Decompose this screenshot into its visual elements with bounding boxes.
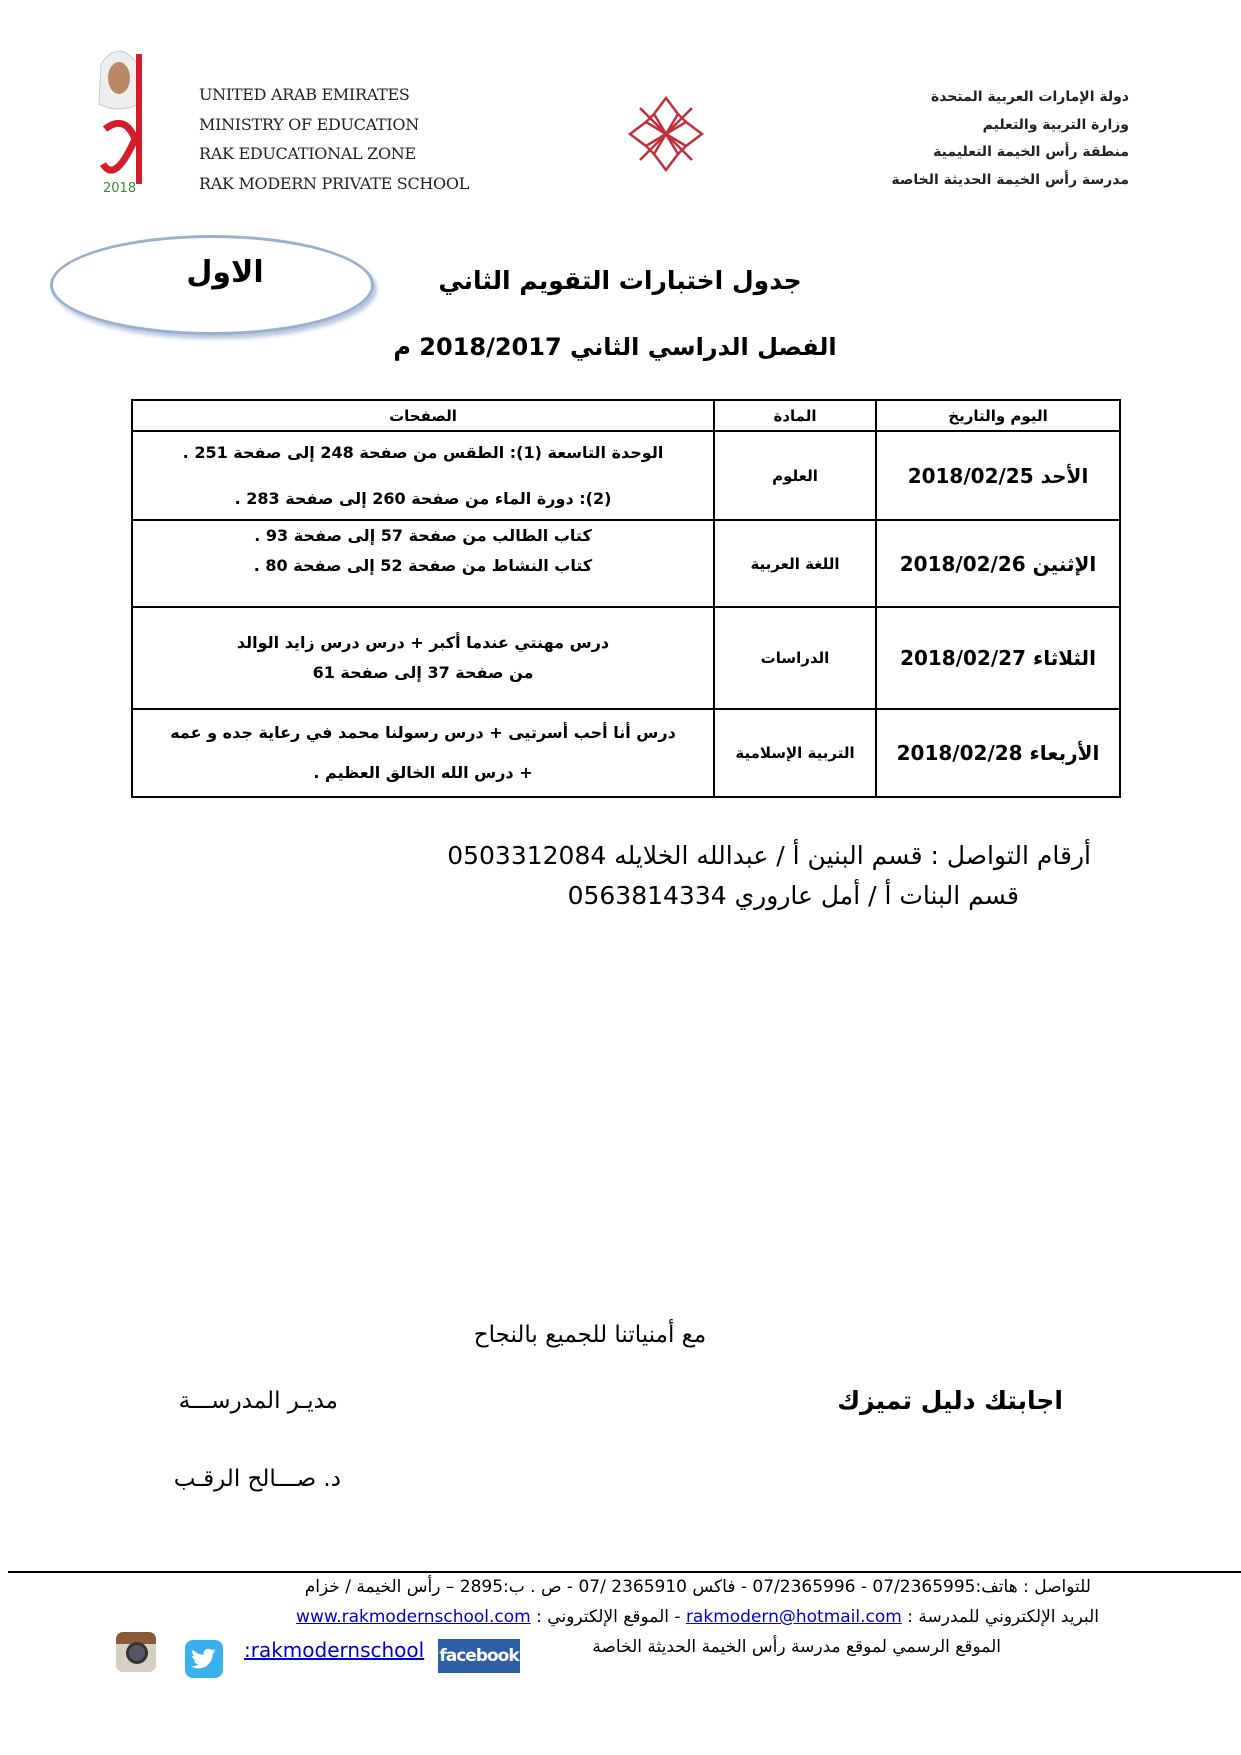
header-pages: الصفحات xyxy=(132,400,714,431)
table-row xyxy=(132,709,1120,797)
contact-numbers xyxy=(447,836,1091,916)
row-subject: الدراسات xyxy=(714,607,876,709)
arabic-header xyxy=(891,84,1129,194)
row-subject: العلوم xyxy=(714,431,876,520)
zayed-year-logo xyxy=(95,34,157,196)
english-line-zone: RAK EDUCATIONAL ZONE xyxy=(199,144,416,163)
row-date: الأربعاء 2018/02/28 xyxy=(876,709,1120,797)
footer-social-label: الموقع الرسمي لموقع مدرسة رأس الخيمة الحديثة الخاصة xyxy=(592,1637,1001,1657)
pages-line: كتاب النشاط من صفحة 52 إلى صفحة 80 . xyxy=(253,556,593,575)
email-label: البريد الإلكتروني للمدرسة : xyxy=(907,1607,1099,1627)
table-row xyxy=(132,607,1120,709)
arabic-line-ministry: وزارة التربية والتعليم xyxy=(982,116,1129,133)
footer-divider xyxy=(8,1571,1241,1573)
row-pages xyxy=(132,607,714,709)
pages-line: + درس الله الخالق العظيم . xyxy=(313,763,533,782)
table-row xyxy=(132,431,1120,520)
instagram-icon[interactable] xyxy=(116,1632,156,1672)
contact-girls: قسم البنات أ / أمل عاروري 0563814334 xyxy=(567,881,1019,910)
arabic-line-school: مدرسة رأس الخيمة الحديثة الخاصة xyxy=(891,171,1129,188)
row-date: الثلاثاء 2018/02/27 xyxy=(876,607,1120,709)
group-badge-label: الاول xyxy=(186,255,264,290)
footer-email-row xyxy=(296,1607,1099,1627)
principal-title: مديـر المدرســـة xyxy=(178,1388,338,1414)
english-header xyxy=(199,80,469,198)
facebook-icon[interactable] xyxy=(438,1639,520,1673)
contact-boys: أرقام التواصل : قسم البنين أ / عبدالله الخلايله 0503312084 xyxy=(447,841,1091,870)
slogan: اجابتك دليل تميزك xyxy=(837,1386,1063,1415)
pages-line: درس أنا أحب أسرتيى + درس رسولنا محمد في رعاية جده و عمه xyxy=(170,723,676,742)
pages-line: درس مهنتي عندما أكبر + درس درس زايد الوالد xyxy=(236,633,610,652)
wishes-text: مع أمنياتنا للجميع بالنجاح xyxy=(473,1322,707,1348)
table-row xyxy=(132,520,1120,607)
principal-name: د. صـــالح الرقـب xyxy=(173,1466,341,1492)
pages-line: (2): دورة الماء من صفحة 260 إلى صفحة 283 . xyxy=(234,488,612,508)
arabic-line-zone: منطقة رأس الخيمة التعليمية xyxy=(933,144,1129,160)
row-date: الإثنين 2018/02/26 xyxy=(876,520,1120,607)
svg-text:2018: 2018 xyxy=(103,181,137,196)
pages-line: الوحدة التاسعة (1): الطقس من صفحة 248 إلى صفحة 251 . xyxy=(182,442,664,462)
header-subject: المادة xyxy=(714,400,876,431)
table-header-row xyxy=(132,400,1120,431)
email-link[interactable]: rakmodern@hotmail.com xyxy=(685,1607,902,1627)
exam-schedule-table xyxy=(131,399,1121,798)
social-handle-link[interactable]: :rakmodernschool xyxy=(244,1638,425,1662)
page-subtitle: الفصل الدراسي الثاني 2018/2017 م xyxy=(393,333,837,361)
row-date: الأحد 2018/02/25 xyxy=(876,431,1120,520)
english-line-country: UNITED ARAB EMIRATES xyxy=(199,85,410,104)
row-pages xyxy=(132,709,714,797)
header-date: اليوم والتاريخ xyxy=(876,400,1120,431)
row-subject: اللغة العربية xyxy=(714,520,876,607)
arabic-line-country: دولة الإمارات العربية المتحدة xyxy=(930,89,1129,105)
facebook-label: facebook xyxy=(439,1646,519,1666)
site-label: - الموقع الإلكتروني : xyxy=(536,1607,681,1627)
school-star-logo xyxy=(626,94,706,174)
website-link[interactable]: www.rakmodernschool.com xyxy=(296,1607,531,1627)
pages-line: من صفحة 37 إلى صفحة 61 xyxy=(312,663,534,682)
row-pages xyxy=(132,520,714,607)
twitter-icon[interactable] xyxy=(185,1640,223,1678)
row-pages xyxy=(132,431,714,520)
row-subject: التربية الإسلامية xyxy=(714,709,876,797)
footer-address: للتواصل : هاتف:07/2365995 - 07/2365996 - فاكس 2365910 /07 - ص . ب:2895 – رأس الخيمة / خزام xyxy=(304,1577,1091,1597)
english-line-school: RAK MODERN PRIVATE SCHOOL xyxy=(199,173,470,193)
english-line-ministry: MINISTRY OF EDUCATION xyxy=(199,114,419,134)
pages-line: كتاب الطالب من صفحة 57 إلى صفحة 93 . xyxy=(254,526,592,545)
page-title: جدول اختبارات التقويم الثاني xyxy=(438,266,802,295)
